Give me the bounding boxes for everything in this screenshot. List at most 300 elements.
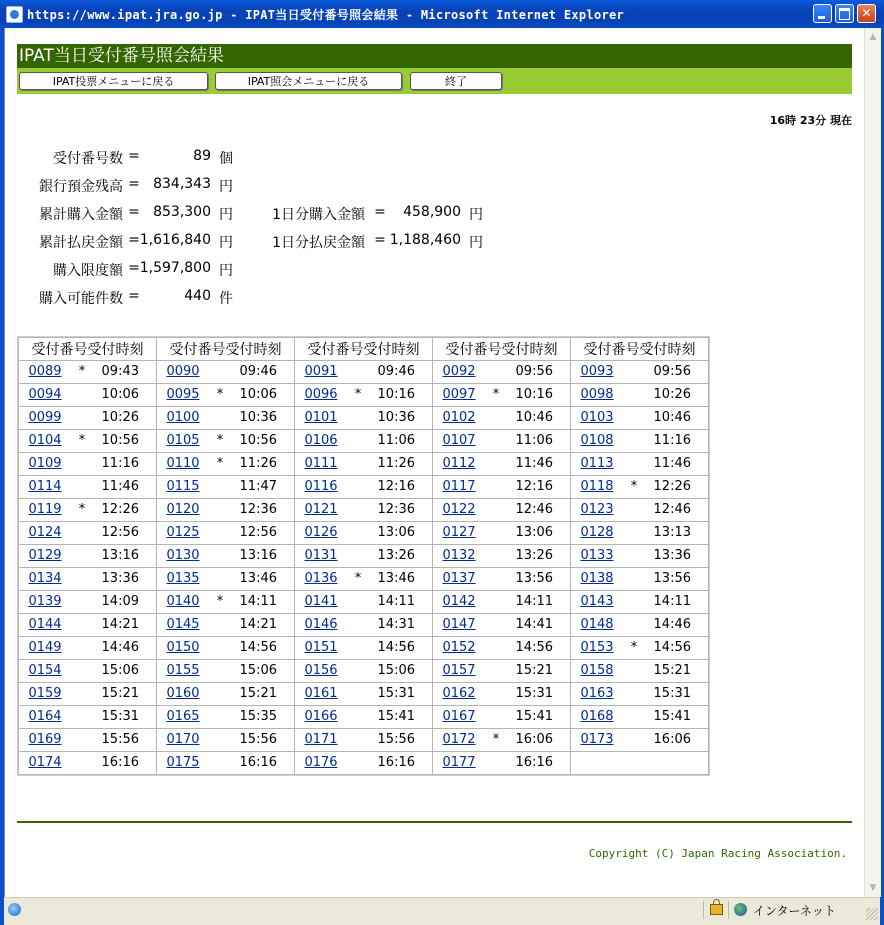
receipt-entry [295,752,432,774]
receipt-time: 10:46 [515,410,553,425]
back-to-vote-menu-button[interactable]: IPAT投票メニューに戻る [19,72,208,90]
receipt-number-link[interactable]: 0108 [580,433,614,448]
receipt-entry [433,453,570,475]
receipt-number-link[interactable]: 0144 [28,617,62,632]
receipt-time: 10:16 [377,387,415,402]
receipt-number-link[interactable]: 0149 [28,640,62,655]
receipt-number-link[interactable]: 0136 [304,571,338,586]
receipt-entry [571,476,708,498]
receipt-mark: * [492,732,500,747]
maximize-button[interactable] [835,4,854,23]
receipt-entry [295,568,432,590]
summary-unit: 円 [219,235,233,251]
receipt-cell [295,407,432,429]
receipt-number-link[interactable]: 0093 [580,364,614,379]
summary-unit: 円 [219,207,233,223]
receipt-number-link[interactable]: 0104 [28,433,62,448]
receipt-number-link[interactable]: 0143 [580,594,614,609]
header-number: 受付番号 [307,342,364,358]
receipt-cell [571,729,708,751]
receipt-time: 11:46 [515,456,553,471]
status-divider [703,901,704,919]
receipt-entry [157,522,294,544]
receipt-entry [571,683,708,705]
receipt-time: 14:11 [239,594,277,609]
table-row [19,407,708,429]
receipt-time: 14:56 [653,640,691,655]
receipt-cell [571,430,708,452]
receipt-time: 14:31 [377,617,415,632]
security-zone-label: インターネット [753,904,836,918]
receipt-number-link[interactable]: 0112 [442,456,476,471]
summary-equals: = [374,204,386,220]
receipt-number-link[interactable]: 0124 [28,525,62,540]
receipt-time: 14:46 [653,617,691,632]
receipt-number-link[interactable]: 0176 [304,755,338,770]
receipt-time: 09:43 [101,364,139,379]
receipt-number-link[interactable]: 0121 [304,502,338,517]
receipt-number-link[interactable]: 0134 [28,571,62,586]
receipt-entry [433,729,570,751]
receipt-cell [571,522,708,544]
receipt-cell [157,499,294,521]
receipt-cell [19,660,156,682]
receipt-time: 12:46 [653,502,691,517]
receipt-time: 10:26 [101,410,139,425]
receipt-time: 12:26 [653,479,691,494]
exit-button[interactable]: 終了 [410,72,502,90]
receipt-cell [571,453,708,475]
receipt-cell [157,476,294,498]
receipt-time: 16:06 [653,732,691,747]
receipt-entry [571,384,708,406]
summary-equals: = [374,232,386,248]
receipt-time: 13:36 [101,571,139,586]
receipt-entry [157,453,294,475]
receipt-number-link[interactable]: 0172 [442,732,476,747]
receipt-entry [571,545,708,567]
receipt-number-link[interactable]: 0126 [304,525,338,540]
receipt-cell [19,361,156,383]
window-title: https://www.ipat.jra.go.jp - IPAT当日受付番号照会結果 - Microsoft Internet Explorer [27,8,625,22]
receipt-cell [157,706,294,728]
summary-label: 銀行預金残高 [39,179,123,195]
receipt-number-link[interactable]: 0139 [28,594,62,609]
receipt-number-link[interactable]: 0156 [304,663,338,678]
header-time: 受付時刻 [363,342,420,358]
receipt-entry [19,430,156,452]
table-row [19,499,708,521]
receipt-number-link[interactable]: 0113 [580,456,614,471]
receipt-entry [295,453,432,475]
header-time: 受付時刻 [501,342,558,358]
receipt-time: 10:46 [653,410,691,425]
receipt-number-link[interactable]: 0092 [442,364,476,379]
table-row [19,568,708,590]
receipt-cell [433,522,570,544]
receipt-number-link[interactable]: 0109 [28,456,62,471]
receipt-time: 09:46 [239,364,277,379]
receipt-entry [295,361,432,383]
receipt-number-link[interactable]: 0094 [28,387,62,402]
receipt-time: 11:26 [239,456,277,471]
minimize-icon [814,5,831,22]
summary-unit: 円 [469,207,483,223]
receipt-entry [295,637,432,659]
summary-value: 458,900 [403,204,461,220]
receipt-number-link[interactable]: 0155 [166,663,200,678]
receipt-time: 15:31 [653,686,691,701]
receipt-cell [295,591,432,613]
receipt-mark: * [216,387,224,402]
receipt-number-link[interactable]: 0177 [442,755,476,770]
receipt-time: 15:56 [101,732,139,747]
summary-value: 89 [193,148,211,164]
receipt-cell [571,476,708,498]
receipt-cell [19,407,156,429]
receipt-number-link[interactable]: 0119 [28,502,62,517]
receipt-number-link[interactable]: 0130 [166,548,200,563]
receipt-number-link[interactable]: 0165 [166,709,200,724]
receipt-number-link[interactable]: 0101 [304,410,338,425]
receipt-number-link[interactable]: 0148 [580,617,614,632]
receipt-number-link[interactable]: 0166 [304,709,338,724]
receipt-mark: * [78,364,86,379]
receipt-entry [433,407,570,429]
receipt-number-link[interactable]: 0118 [580,479,614,494]
receipt-entry [19,752,156,774]
receipt-entry [157,384,294,406]
receipt-cell [19,430,156,452]
receipt-number-link[interactable]: 0102 [442,410,476,425]
receipt-entry [571,499,708,521]
receipt-entry [19,729,156,751]
receipt-entry [571,522,708,544]
receipt-number-link[interactable]: 0098 [580,387,614,402]
receipt-cell [571,568,708,590]
receipt-number-link[interactable]: 0099 [28,410,62,425]
receipt-time: 11:46 [653,456,691,471]
receipt-cell [571,499,708,521]
receipt-entry [295,545,432,567]
resize-grip[interactable] [866,908,878,920]
receipt-number-link[interactable]: 0138 [580,571,614,586]
receipt-cell [295,660,432,682]
receipt-cell [295,453,432,475]
receipt-cell [571,752,708,774]
header-time: 受付時刻 [225,342,282,358]
receipt-entry [157,683,294,705]
receipt-entry [157,361,294,383]
receipt-time: 14:11 [515,594,553,609]
receipt-entry [571,430,708,452]
receipt-entry [433,430,570,452]
scroll-down-icon[interactable]: ▼ [869,883,877,893]
status-bar [4,897,880,922]
receipt-entry [433,522,570,544]
receipt-cell [295,361,432,383]
receipt-entry [157,430,294,452]
status-divider [728,901,729,919]
receipt-cell [433,729,570,751]
receipt-number-link[interactable]: 0147 [442,617,476,632]
receipt-number-link[interactable]: 0169 [28,732,62,747]
receipt-entry [157,591,294,613]
receipt-number-link[interactable]: 0160 [166,686,200,701]
summary-label: 購入可能件数 [39,291,123,307]
receipt-entry [433,752,570,774]
receipt-number-link[interactable]: 0167 [442,709,476,724]
receipt-cell [571,660,708,682]
receipt-number-link[interactable]: 0162 [442,686,476,701]
receipt-cell [19,453,156,475]
receipt-entry [157,499,294,521]
receipt-entry [295,499,432,521]
summary-equals: = [128,148,140,164]
receipt-number-link[interactable]: 0128 [580,525,614,540]
receipt-entry [433,614,570,636]
window-titlebar[interactable] [0,0,884,28]
receipt-entry [157,752,294,774]
receipt-number-link[interactable]: 0153 [580,640,614,655]
receipt-number-link[interactable]: 0170 [166,732,200,747]
receipt-number-link[interactable]: 0131 [304,548,338,563]
back-to-inquiry-menu-button[interactable]: IPAT照会メニューに戻る [215,72,402,90]
receipt-cell [433,683,570,705]
copyright: Copyright (C) Japan Racing Association. [588,847,847,860]
receipt-entry [295,660,432,682]
table-row [19,637,708,659]
table-row [19,545,708,567]
receipt-number-link[interactable]: 0157 [442,663,476,678]
receipt-cell [295,522,432,544]
receipt-cell [433,591,570,613]
receipt-time: 09:56 [653,364,691,379]
receipt-number-link[interactable]: 0133 [580,548,614,563]
receipt-number-link[interactable]: 0145 [166,617,200,632]
table-row [19,660,708,682]
receipt-number-link[interactable]: 0146 [304,617,338,632]
receipt-number-link[interactable]: 0173 [580,732,614,747]
receipt-mark: * [630,479,638,494]
receipt-time: 15:06 [377,663,415,678]
receipt-number-link[interactable]: 0168 [580,709,614,724]
receipt-time: 12:26 [101,502,139,517]
receipt-cell [433,453,570,475]
receipt-entry [433,591,570,613]
receipt-time: 14:41 [515,617,553,632]
receipt-entry [433,706,570,728]
receipt-cell [157,591,294,613]
receipt-entry [433,476,570,498]
receipt-number-link[interactable]: 0150 [166,640,200,655]
receipt-number-link[interactable]: 0117 [442,479,476,494]
footer-divider [17,821,852,823]
receipt-entry [433,637,570,659]
column-header [19,338,156,360]
receipt-time: 14:56 [239,640,277,655]
receipt-cell [19,614,156,636]
internet-zone-icon [734,903,747,916]
receipt-number-link[interactable]: 0100 [166,410,200,425]
receipt-cell [295,476,432,498]
receipt-cell [433,660,570,682]
receipt-number-link[interactable]: 0175 [166,755,200,770]
receipt-cell [157,614,294,636]
receipt-number-link[interactable]: 0174 [28,755,62,770]
receipt-number-link[interactable]: 0114 [28,479,62,494]
receipt-entry [433,545,570,567]
maximize-icon [836,5,853,22]
receipt-time: 10:26 [653,387,691,402]
receipt-time: 14:21 [239,617,277,632]
receipt-time: 11:06 [515,433,553,448]
receipt-entry [571,637,708,659]
receipt-number-link[interactable]: 0132 [442,548,476,563]
receipt-entry [19,453,156,475]
receipt-number-link[interactable]: 0111 [304,456,338,471]
receipt-number-link[interactable]: 0107 [442,433,476,448]
receipt-number-link[interactable]: 0127 [442,525,476,540]
receipt-number-link[interactable]: 0152 [442,640,476,655]
scroll-up-icon[interactable]: ▲ [869,32,877,42]
table-row [19,614,708,636]
receipt-cell [157,453,294,475]
receipt-time: 13:16 [101,548,139,563]
receipt-time: 15:21 [239,686,277,701]
receipt-number-link[interactable]: 0158 [580,663,614,678]
receipt-number-link[interactable]: 0135 [166,571,200,586]
summary-equals: = [128,260,140,276]
receipt-number-link[interactable]: 0089 [28,364,62,379]
lock-icon [710,904,723,915]
receipt-cell [157,568,294,590]
summary-unit: 円 [219,263,233,279]
receipt-number-link[interactable]: 0097 [442,387,476,402]
summary-value: 853,300 [153,204,211,220]
receipt-entry [19,407,156,429]
receipt-time: 10:36 [377,410,415,425]
receipt-time: 14:09 [101,594,139,609]
receipt-cell [19,706,156,728]
receipt-cell [571,384,708,406]
receipt-entry [19,499,156,521]
receipt-time: 13:56 [653,571,691,586]
column-header [571,338,708,360]
receipt-cell [19,545,156,567]
close-button[interactable] [857,4,876,23]
receipt-number-link[interactable]: 0137 [442,571,476,586]
receipt-cell [19,752,156,774]
header-time: 受付時刻 [87,342,144,358]
receipt-cell [433,430,570,452]
receipt-number-link[interactable]: 0110 [166,456,200,471]
receipt-number-link[interactable]: 0095 [166,387,200,402]
table-row [19,591,708,613]
summary-value: 834,343 [153,176,211,192]
receipt-cell [433,637,570,659]
receipt-time: 15:41 [377,709,415,724]
receipt-number-link[interactable]: 0164 [28,709,62,724]
receipt-time: 12:56 [101,525,139,540]
summary-unit: 個 [219,151,233,167]
receipt-number-link[interactable]: 0115 [166,479,200,494]
header-time: 受付時刻 [639,342,696,358]
summary-label: 受付番号数 [53,151,123,167]
receipt-number-link[interactable]: 0116 [304,479,338,494]
receipt-number-link[interactable]: 0096 [304,387,338,402]
receipt-time: 13:46 [377,571,415,586]
receipt-time: 15:41 [515,709,553,724]
receipt-time: 11:06 [377,433,415,448]
summary-value: 1,616,840 [139,232,211,248]
receipt-cell [571,614,708,636]
receipt-number-link[interactable]: 0129 [28,548,62,563]
receipt-number-link[interactable]: 0103 [580,410,614,425]
table-row [19,384,708,406]
receipt-number-link[interactable]: 0151 [304,640,338,655]
receipt-number-link[interactable]: 0120 [166,502,200,517]
receipt-entry [433,361,570,383]
receipt-number-link[interactable]: 0140 [166,594,200,609]
receipt-cell [19,384,156,406]
receipt-number-link[interactable]: 0142 [442,594,476,609]
receipt-time: 10:06 [239,387,277,402]
receipt-time: 14:56 [515,640,553,655]
receipt-cell [571,361,708,383]
receipt-number-link[interactable]: 0090 [166,364,200,379]
receipt-cell [295,499,432,521]
receipt-number-link[interactable]: 0105 [166,433,200,448]
receipt-time: 13:56 [515,571,553,586]
receipt-time: 09:46 [377,364,415,379]
receipt-number-link[interactable]: 0125 [166,525,200,540]
receipt-time: 15:21 [653,663,691,678]
minimize-button[interactable] [813,4,832,23]
receipt-number-link[interactable]: 0171 [304,732,338,747]
receipt-cell [295,706,432,728]
receipt-mark: * [216,456,224,471]
receipt-number-link[interactable]: 0091 [304,364,338,379]
header-number: 受付番号 [583,342,640,358]
receipt-cell [19,637,156,659]
receipt-number-link[interactable]: 0159 [28,686,62,701]
receipt-cell [571,706,708,728]
vertical-scrollbar[interactable] [864,28,881,897]
summary-label: 1日分購入金額 [272,207,365,223]
receipt-number-link[interactable]: 0106 [304,433,338,448]
receipt-time: 15:31 [101,709,139,724]
receipt-entry [571,453,708,475]
receipt-number-link[interactable]: 0122 [442,502,476,517]
receipt-time: 12:16 [515,479,553,494]
receipt-cell [295,384,432,406]
receipt-number-link[interactable]: 0141 [304,594,338,609]
receipt-number-link[interactable]: 0161 [304,686,338,701]
receipt-cell [433,361,570,383]
receipt-number-link[interactable]: 0163 [580,686,614,701]
receipt-number-link[interactable]: 0154 [28,663,62,678]
receipt-table [17,336,710,776]
receipt-entry [295,706,432,728]
receipt-number-link[interactable]: 0123 [580,502,614,517]
ie-page-icon [6,6,23,23]
receipt-cell [433,706,570,728]
summary-label: 累計払戻金額 [39,235,123,251]
receipt-cell [571,683,708,705]
receipt-time: 15:06 [101,663,139,678]
receipt-time: 11:16 [101,456,139,471]
